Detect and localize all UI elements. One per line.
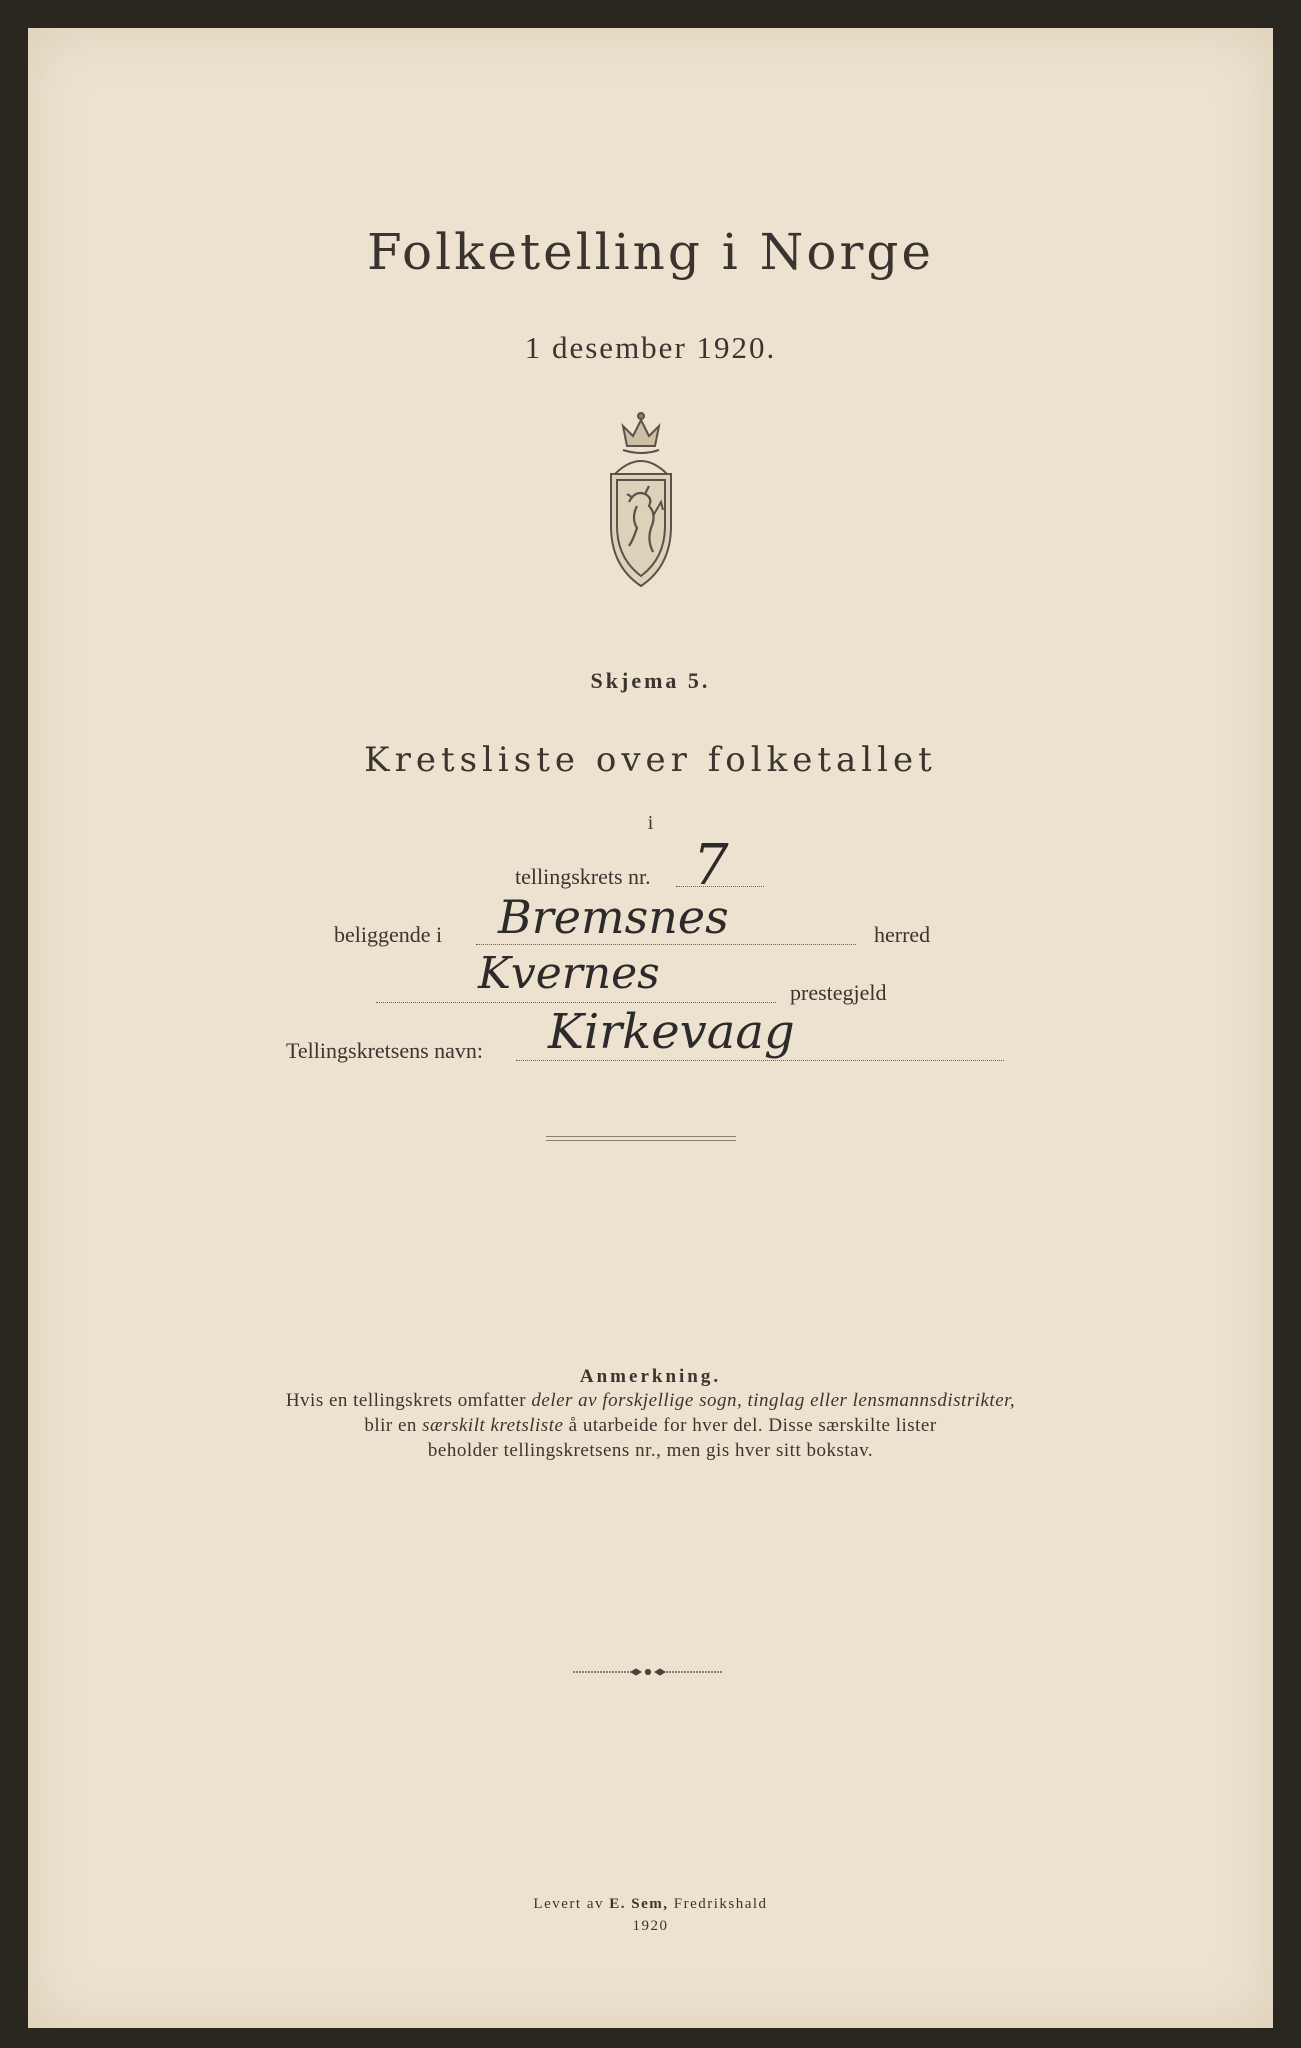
- note-line-2: [28, 1415, 1273, 1437]
- printer-year: 1920: [632, 1918, 669, 1934]
- preposition-i: i: [647, 812, 654, 834]
- note-line-2-emphasis: særskilt kretsliste: [422, 1415, 564, 1436]
- document-date: 1 desember 1920.: [524, 330, 777, 365]
- note-line-1-emphasis: deler av forskjellige sogn, tinglag eller lensmannsdistrikter,: [531, 1390, 1016, 1411]
- ornament-divider-icon: [573, 1666, 723, 1678]
- note-line-1: [28, 1390, 1273, 1412]
- census-form-page: [28, 28, 1273, 2028]
- beliggende-value: Bremsnes: [498, 890, 729, 944]
- note-line-3: beholder tellingskretsens nr., men gis hver sitt bokstav.: [427, 1440, 874, 1461]
- herred-label: herred: [874, 922, 931, 947]
- printer-credit: [28, 1896, 1273, 1913]
- schema-number: Skjema 5.: [590, 668, 711, 693]
- kretsnavn-value: Kirkevaag: [548, 1004, 795, 1060]
- kretsnavn-label: Tellingskretsens navn:: [286, 1038, 484, 1063]
- note-heading: Anmerkning.: [579, 1366, 722, 1387]
- tellingskrets-label: tellingskrets nr.: [515, 864, 651, 889]
- kretsnavn-dotline: [516, 1060, 1004, 1061]
- printer-prefix: Levert av: [533, 1896, 610, 1912]
- printer-city: Fredrikshald: [668, 1896, 768, 1912]
- prestegjeld-value: Kvernes: [478, 948, 660, 999]
- divider-rule-2: [546, 1140, 736, 1141]
- divider-rule: [546, 1136, 736, 1137]
- beliggende-label: beliggende i: [334, 922, 443, 947]
- prestegjeld-dotline: [376, 1002, 776, 1003]
- beliggende-dotline: [476, 944, 856, 945]
- prestegjeld-label: prestegjeld: [790, 980, 887, 1005]
- note-line-1-text: Hvis en tellingskrets omfatter: [285, 1390, 532, 1411]
- note-line-2-text-a: blir en: [364, 1415, 423, 1436]
- norwegian-coat-of-arms-icon: [593, 406, 689, 596]
- document-subtitle: Kretsliste over folketallet: [364, 740, 937, 780]
- document-title: Folketelling i Norge: [367, 223, 934, 281]
- printer-name: E. Sem,: [609, 1896, 669, 1912]
- note-line-2-text-c: å utarbeide for hver del. Disse særskilte lister: [563, 1415, 937, 1436]
- tellingskrets-value: 7: [693, 833, 729, 898]
